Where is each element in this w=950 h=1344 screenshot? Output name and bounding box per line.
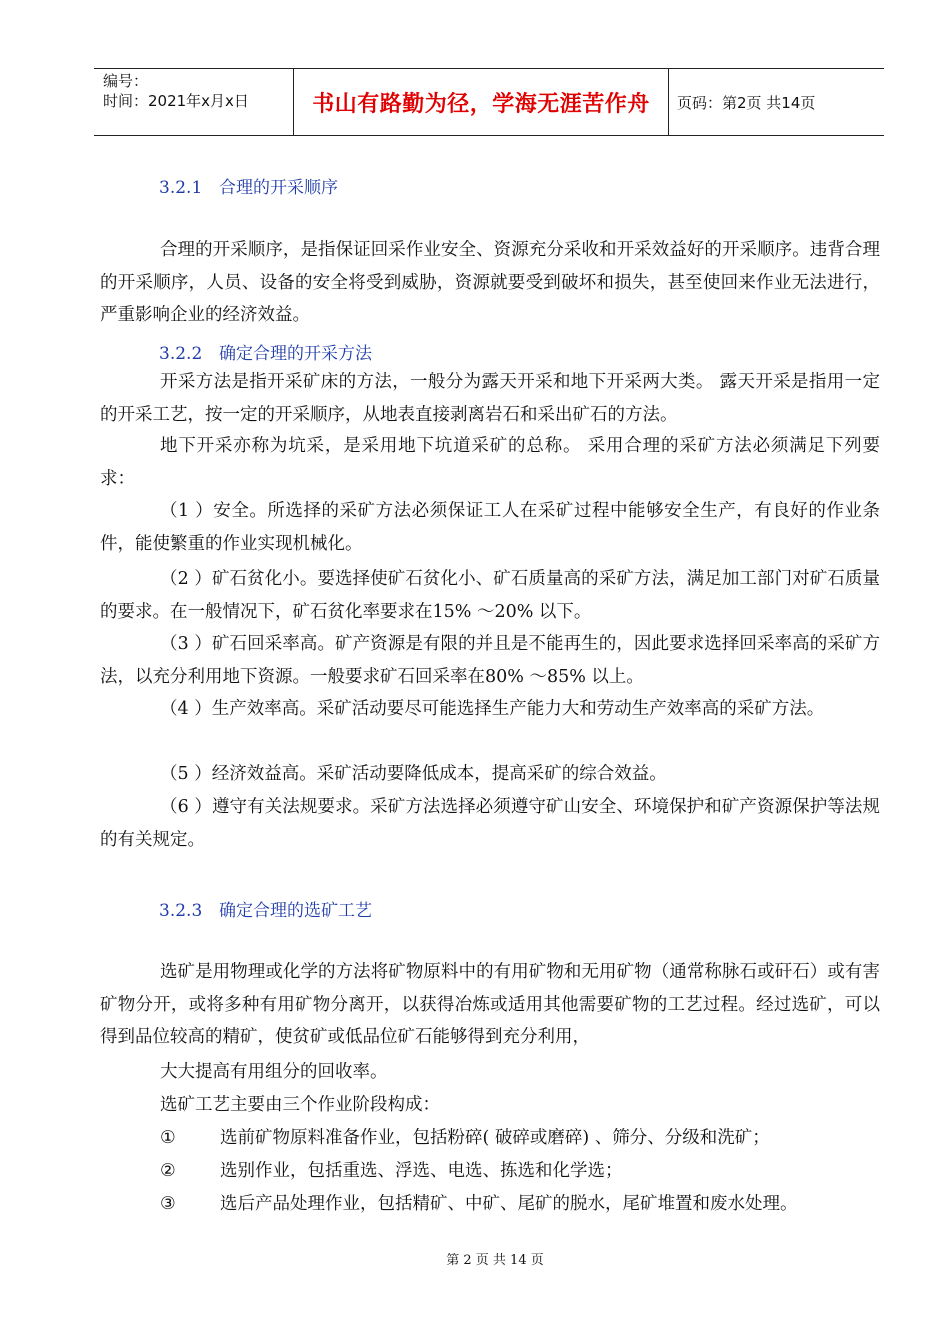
requirement-item — [100, 693, 880, 726]
process-stage-item — [160, 1190, 798, 1215]
time-label: 时间：2021年x月x日 — [103, 92, 249, 110]
paragraph-text: 合理的开采顺序，是指保证回采作业安全、资源充分采收和开采效益好的开采顺序。违背合理的开采顺序，人员、设备的安全将受到威胁，资源就要受到破坏和损失，甚至使回来作业无法进行，严重影响企业的经济效益。 — [100, 240, 880, 325]
paragraph — [100, 430, 880, 495]
requirement-text: （6 ）遵守有关法规要求。采矿方法选择必须遵守矿山安全、环境保护和矿产资源保护等法规的有关规定。 — [100, 797, 880, 850]
circled-number-marker: ③ — [160, 1194, 176, 1214]
section-heading-3-2-3 — [159, 896, 372, 921]
page-footer: 第 2 页 共 14 页 — [446, 1253, 544, 1268]
paragraph-line: 大大提高有用组分的回收率。 — [160, 1062, 388, 1082]
header-motto: 书山有路勤为径，学海无涯苦作舟 — [294, 69, 669, 135]
requirement-item — [100, 495, 880, 560]
process-stage-item — [160, 1124, 770, 1149]
circled-number-marker: ① — [160, 1128, 176, 1148]
requirement-item — [100, 563, 880, 628]
section-number: 3.2.1 — [159, 178, 203, 198]
requirement-text: （5 ）经济效益高。采矿活动要降低成本，提高采矿的综合效益。 — [160, 764, 667, 784]
paragraph-text: 地下开采亦称为坑采，是采用地下坑道采矿的总称。 采用合理的采矿方法必须满足下列要求： — [100, 436, 880, 489]
requirement-text: （2 ）矿石贫化小。要选择使矿石贫化小、矿石质量高的采矿方法，满足加工部门对矿石质量的要求。在一般情况下，矿石贫化率要求在15% ～20% 以下。 — [100, 569, 880, 622]
requirement-item — [100, 758, 880, 791]
process-stage-item — [160, 1157, 623, 1182]
section-title: 确定合理的选矿工艺 — [219, 901, 372, 921]
section-number: 3.2.3 — [159, 901, 203, 921]
header-page-label: 页码：第2页 共14页 — [677, 93, 816, 112]
paragraph-text: 开采方法是指开采矿床的方法，一般分为露天开采和地下开采两大类。 露天开采是指用一定的开采工艺，按一定的开采顺序，从地表直接剥离岩石和采出矿石的方法。 — [100, 372, 880, 425]
section-title: 确定合理的开采方法 — [219, 344, 372, 364]
paragraph-line: 选矿工艺主要由三个作业阶段构成： — [160, 1095, 440, 1115]
process-stage-text: 选别作业，包括重选、浮选、电选、拣选和化学选； — [220, 1161, 623, 1181]
paragraph — [100, 956, 880, 1054]
page-header — [94, 68, 884, 136]
requirement-item — [100, 791, 880, 856]
requirement-item — [100, 628, 880, 693]
paragraph — [100, 366, 880, 431]
code-label: 编号： — [103, 72, 149, 90]
requirement-text: （1 ）安全。所选择的采矿方法必须保证工人在采矿过程中能够安全生产，有良好的作业条件，能使繁重的作业实现机械化。 — [100, 501, 880, 554]
section-number: 3.2.2 — [159, 344, 203, 364]
section-heading-3-2-2 — [159, 339, 372, 364]
paragraph — [100, 234, 880, 332]
paragraph-text: 选矿是用物理或化学的方法将矿物原料中的有用矿物和无用矿物（通常称脉石或矸石）或有害矿物分开，或将多种有用矿物分离开，以获得冶炼或适用其他需要矿物的工艺过程。经过选矿，可以得到品位较高的精矿，使贫矿或低品位矿石能够得到充分利用， — [100, 962, 880, 1047]
header-left-cell — [94, 69, 294, 135]
requirement-text: （4 ）生产效率高。采矿活动要尽可能选择生产能力大和劳动生产效率高的采矿方法。 — [160, 699, 825, 719]
requirement-text: （3 ）矿石回采率高。矿产资源是有限的并且是不能再生的，因此要求选择回采率高的采矿方法，以充分利用地下资源。一般要求矿石回采率在80% ～85% 以上。 — [100, 634, 880, 687]
process-stage-text: 选前矿物原料准备作业，包括粉碎( 破碎或磨碎) 、筛分、分级和洗矿； — [220, 1128, 770, 1148]
section-heading-3-2-1 — [159, 173, 338, 198]
circled-number-marker: ② — [160, 1161, 176, 1181]
section-title: 合理的开采顺序 — [219, 178, 338, 198]
process-stage-text: 选后产品处理作业，包括精矿、中矿、尾矿的脱水，尾矿堆置和废水处理。 — [220, 1194, 798, 1214]
